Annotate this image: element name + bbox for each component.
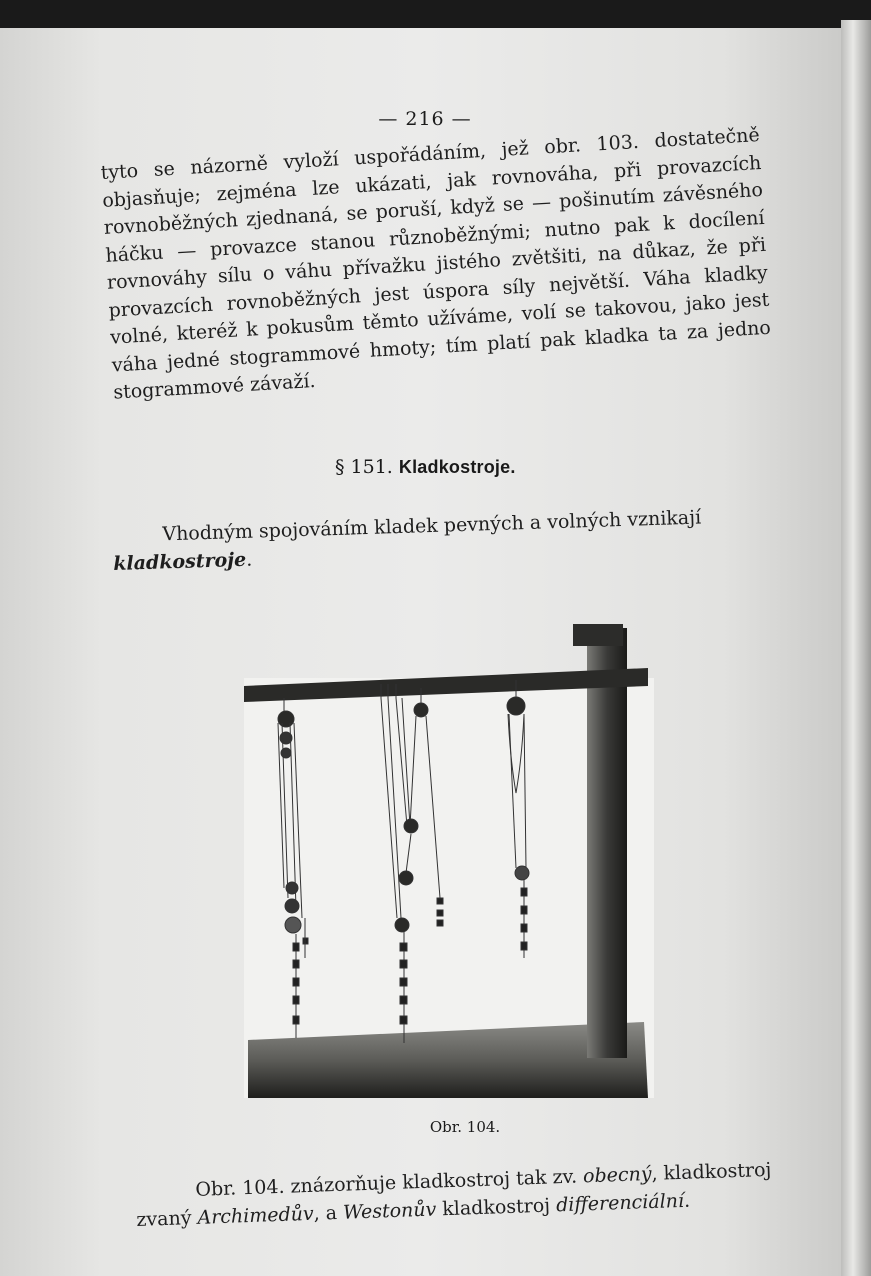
bottom-paragraph [135,1155,797,1234]
figure-caption: Obr. 104. [429,1118,501,1136]
page-number: — 216 — [378,108,472,130]
section-number: § 151. [335,456,393,478]
bottom-part4: kladkostroj [441,1194,551,1221]
book-page [0,28,850,1276]
intro-end: . [245,548,253,571]
section-heading [335,456,516,478]
bottom-part2: , kladkostroj zvaný [136,1158,772,1231]
bottom-part1: Obr. 104. znázorňuje kladkostroj tak zv. [195,1165,578,1201]
bottom-italic-differencialni: differenciální [555,1189,685,1217]
intro-emphasis: kladkostroje [112,548,247,575]
bottom-part3: , a [313,1201,338,1225]
bottom-italic-archimeduv: Archimedův [197,1202,314,1229]
pulley-figure [244,598,654,1098]
bottom-italic-obecny: obecný [582,1162,652,1188]
bottom-italic-westonuv: Westonův [342,1198,437,1224]
page-edge [841,20,871,1276]
intro-paragraph [112,502,763,578]
post-cap [573,624,623,646]
intro-text: Vhodným spojováním kladek pevných a volných vznikají [162,506,702,546]
bottom-part5: . [683,1189,691,1212]
body-paragraph: tyto se názorně vyloží uspořádáním, jež obr. 103. dostatečně objasňuje; zejména lze ukázati, jak rovnováha, při provazcích rovnoběžných zjednaná, se poruší, když se — pošinutím závěsného háčku — provazce stanou různoběžnými; nutno pak k docílení rovnováhy sílu o váhu přívažku jistého zvětšiti, na důkaz, že při provazcích rovnoběžných jest úspora síly největší. Váha kladky volné, kteréž k pokusům těmto užíváme, volí se takovou, jako jest váha jedné stogrammové hmoty; tím platí pak kladka ta za jedno stogrammové závaží. [100,124,772,404]
section-title: Kladkostroje. [398,457,516,477]
vertical-post [587,628,627,1058]
